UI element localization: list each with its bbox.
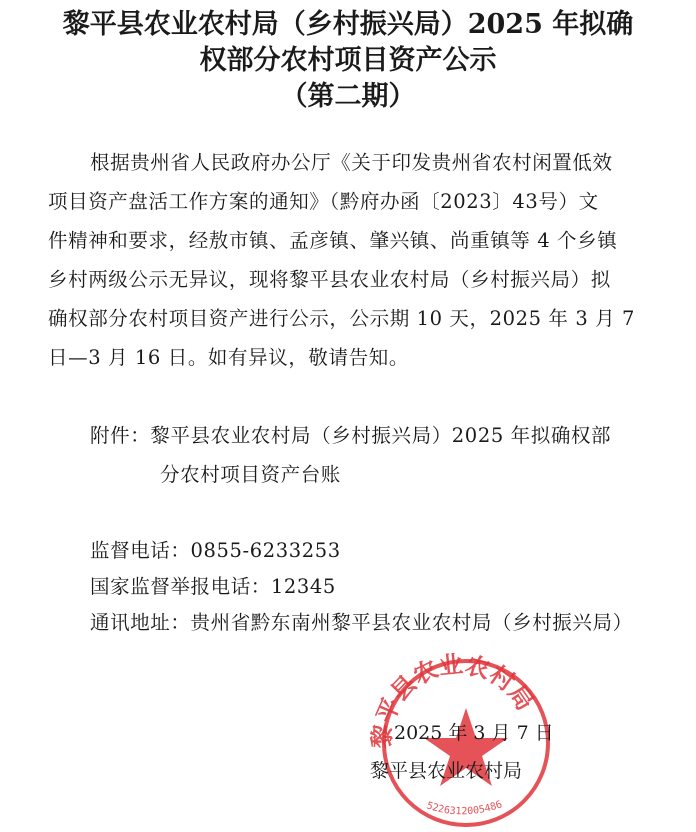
body-line: 项目资产盘活工作方案的通知》（黔府办函〔2023〕43号）文 — [48, 190, 599, 213]
body-line: 日—3 月 16 日。如有异议，敬请告知。 — [48, 346, 409, 369]
report-phone: 国家监督举报电话：12345 — [90, 575, 336, 598]
seal-code: 5226312005486 — [425, 799, 504, 818]
svg-text:5226312005486 — [425, 799, 504, 817]
seal-text: 黎平县农业农村局 — [366, 649, 541, 750]
body-line: 件精神和要求，经敖市镇、孟彦镇、肇兴镇、尚重镇等 4 个乡镇 — [48, 229, 618, 252]
body-line: 确权部分农村项目资产进行公示，公示期 10 天，2025 年 3 月 7 — [48, 307, 636, 330]
attachment-line-1: 附件：黎平县农业农村局（乡村振兴局）2025 年拟确权部 — [90, 424, 612, 447]
title-line-2: 权部分农村项目资产公示 — [199, 45, 497, 76]
signature-organization: 黎平县农业农村局 — [370, 760, 523, 782]
body-line: 乡村两级公示无异议，现将黎平县农业农村局（乡村振兴局）拟 — [48, 268, 611, 291]
attachment-line-2: 分农村项目资产台账 — [160, 463, 341, 486]
mailing-address: 通讯地址：贵州省黔东南州黎平县农业农村局（乡村振兴局） — [90, 611, 633, 634]
title-line-3: （第二期） — [280, 81, 416, 112]
body-line: 根据贵州省人民政府办公厅《关于印发贵州省农村闲置低效 — [90, 151, 613, 174]
signature-date: 2025 年 3 月 7 日 — [394, 722, 554, 744]
title-line-1: 黎平县农业农村局（乡村振兴局）2025 年拟确 — [62, 9, 634, 40]
supervision-phone: 监督电话：0855-6233253 — [90, 539, 341, 562]
